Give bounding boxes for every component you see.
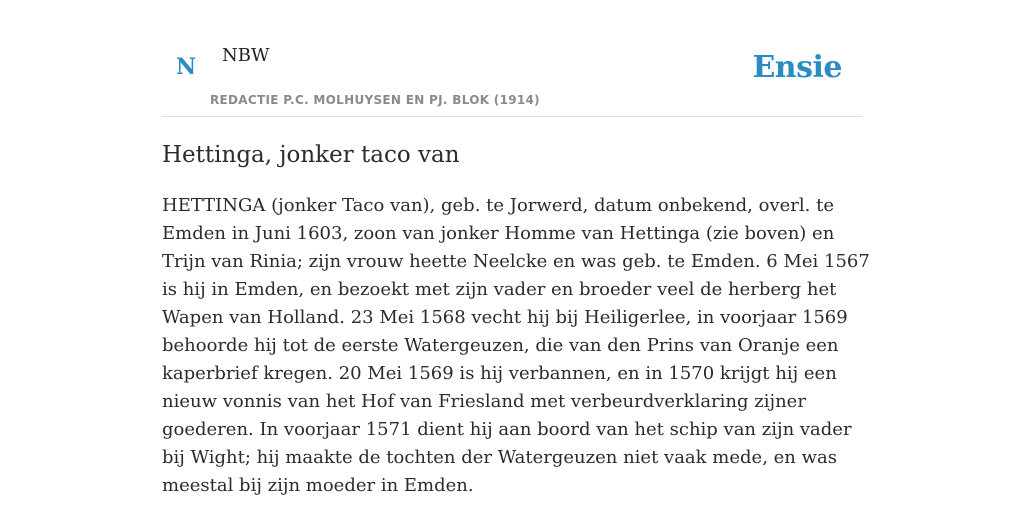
article-body: HETTINGA (jonker Taco van), geb. te Jorwerd, datum onbekend, overl. te Emden in Juni 1603, zoon van jonker Homme van Hettinga (zie boven) en Trijn van Rinia; zijn vrouw heette Neelcke en was geb. te Emden. 6 Mei 1567 is hij in Emden, en bezoekt met zijn vader en broeder veel de herberg het Wapen van Holland. 23 Mei 1568 vecht hij bij Heiligerlee, in voorjaar 1569 behoorde hij tot de eerste Watergeuzen, die van den Prins van Oranje een kaperbrief kregen. 20 Mei 1569 is hij verbannen, en in 1570 krijgt hij een nieuw vonnis van het Hof van Friesland met verbeurdverklaring zijner goederen. In voorjaar 1571 dient hij aan boord van het schip van zijn vader bij Wight; hij maakte de tochten der Watergeuzen niet vaak mede, en was meestal bij zijn moeder in Emden. xyxy=(162,195,870,496)
source-subtitle: REDACTIE P.C. MOLHUYSEN EN PJ. BLOK (1914) xyxy=(210,93,540,107)
brand-logo[interactable]: Ensie xyxy=(752,50,842,85)
source-name[interactable]: NBW xyxy=(222,45,270,66)
source-logo[interactable]: N xyxy=(176,54,197,80)
article-title: Hettinga, jonker taco van xyxy=(162,142,460,168)
source-header xyxy=(162,0,862,117)
